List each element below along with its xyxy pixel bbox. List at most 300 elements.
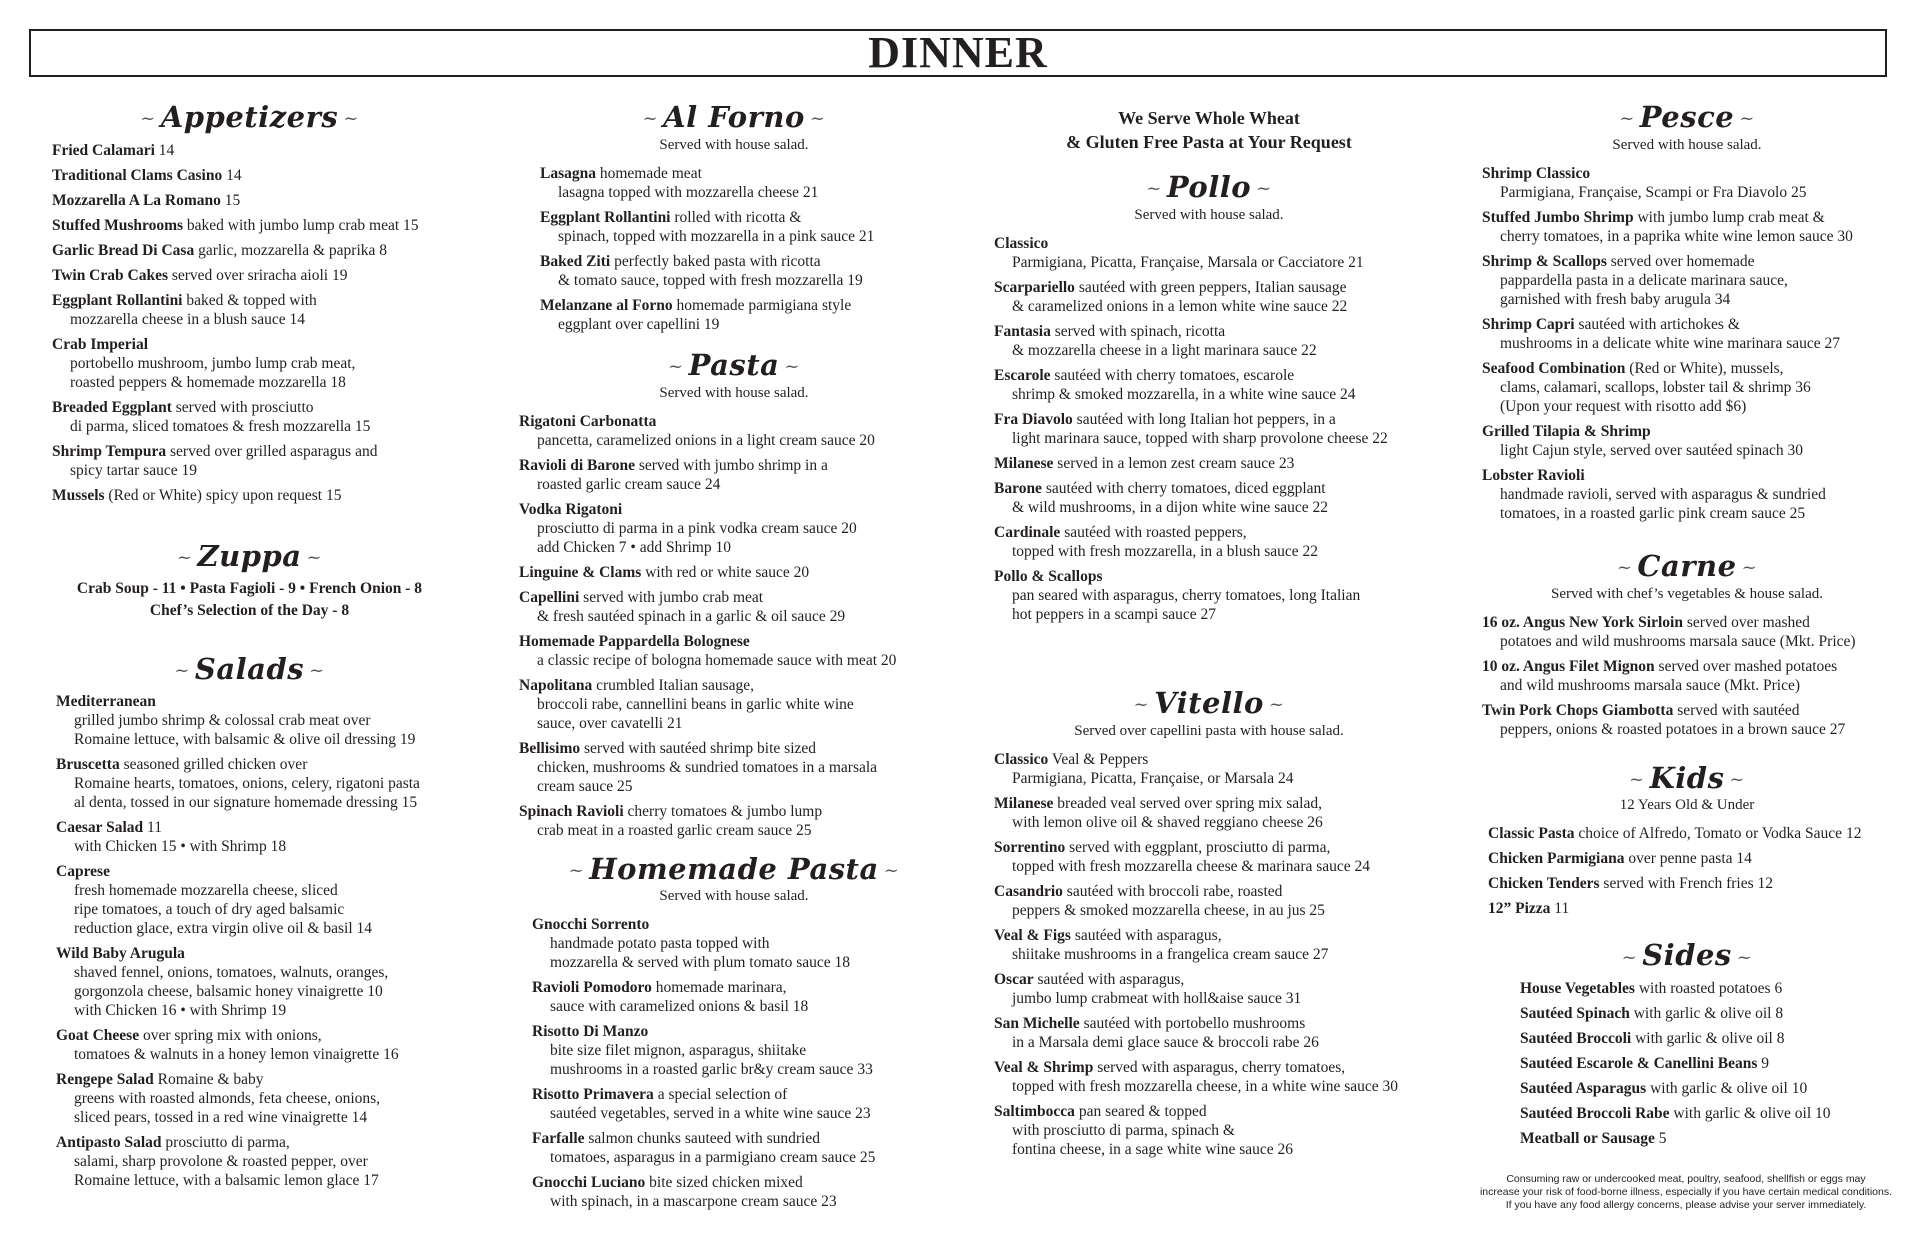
menu-item-name: Sautéed Spinach <box>1520 1005 1630 1023</box>
menu-item-desc: sautéed with artichokes & <box>1574 315 1740 333</box>
menu-item <box>519 412 949 450</box>
menu-item-desc-line: garnished with fresh baby arugula 34 <box>1500 290 1731 308</box>
menu-item-desc-line: peppers, onions & roasted potatoes in a brown sauce 27 <box>1500 720 1846 738</box>
menu-item-desc-line: shrimp & smoked mozzarella, in a white wine sauce 24 <box>1012 385 1356 403</box>
menu-item-desc-line: potatoes and wild mushrooms marsala sauce (Mkt. Price) <box>1500 632 1856 650</box>
menu-item-name: Oscar <box>994 970 1034 988</box>
menu-item <box>532 1173 949 1211</box>
menu-item <box>994 794 1424 832</box>
menu-item-desc: 5 <box>1654 1130 1667 1148</box>
menu-item <box>994 882 1424 920</box>
menu-item <box>1482 164 1892 202</box>
menu-item-desc: 11 <box>143 819 162 837</box>
menu-item-desc-line: & mozzarella cheese in a light marinara sauce 22 <box>1012 341 1317 359</box>
menu-item <box>540 252 949 290</box>
menu-item-desc-line: with Chicken 15 • with Shrimp 18 <box>74 838 287 856</box>
salads-title: ~ Salads ~ <box>52 652 447 687</box>
menu-item-desc: sautéed with roasted peppers, <box>1060 523 1247 541</box>
menu-item <box>1482 252 1892 309</box>
menu-item <box>519 632 949 670</box>
pasta-note: Served with house salad. <box>659 384 809 401</box>
menu-item-desc: 15 <box>220 191 241 209</box>
homemade-pasta-title: ~ Homemade Pasta ~ <box>519 852 949 887</box>
menu-item-name: Escarole <box>994 366 1051 384</box>
menu-item-name: Bellisimo <box>519 739 581 757</box>
menu-item-desc: sautéed with cherry tomatoes, escarole <box>1050 366 1295 384</box>
menu-item-desc-line: lasagna topped with mozzarella cheese 21 <box>558 183 819 201</box>
menu-item-desc-line: Parmigiana, Française, Scampi or Fra Diavolo 25 <box>1500 183 1807 201</box>
pollo-title: ~ Pollo ~ <box>994 170 1424 205</box>
menu-item <box>532 978 949 1016</box>
menu-item-desc-line: di parma, sliced tomatoes & fresh mozzarella 15 <box>70 417 371 435</box>
menu-item-name: Shrimp Classico <box>1482 164 1591 182</box>
menu-item-desc-line: & caramelized onions in a lemon white wine sauce 22 <box>1012 297 1348 315</box>
menu-item-name: Shrimp Capri <box>1482 315 1575 333</box>
sides-list <box>1482 979 1892 1148</box>
menu-item-name: Ravioli di Barone <box>519 456 635 474</box>
kids-title: ~ Kids ~ <box>1482 761 1892 796</box>
disclaimer-line-1: Consuming raw or undercooked meat, poultry, seafood, shellfish or eggs may <box>1506 1173 1866 1185</box>
menu-item <box>1482 657 1892 695</box>
menu-item-desc-line: topped with fresh mozzarella cheese, in a white wine sauce 30 <box>1012 1077 1399 1095</box>
homemade-pasta-note: Served with house salad. <box>659 888 809 905</box>
menu-item-name: Casandrio <box>994 882 1063 900</box>
menu-item <box>52 442 447 480</box>
menu-item <box>994 1014 1424 1052</box>
disclaimer-line-2: increase your risk of food-borne illness, especially if you have certain medical conditions. <box>1479 1186 1893 1198</box>
menu-item <box>52 216 447 235</box>
column-4 <box>1482 100 1892 1154</box>
menu-item <box>1482 208 1892 246</box>
menu-item-desc-line: bite size filet mignon, asparagus, shiitake <box>550 1042 807 1060</box>
menu-item-desc-line: topped with fresh mozzarella, in a blush sauce 22 <box>1012 542 1319 560</box>
pasta-list <box>519 412 949 840</box>
menu-item-desc: served with jumbo crab meat <box>579 588 764 606</box>
menu-item-desc-line: shaved fennel, onions, tomatoes, walnuts, oranges, <box>74 964 389 982</box>
pasta-note-banner <box>994 106 1424 154</box>
homemade-pasta-list <box>519 915 949 1211</box>
menu-item <box>52 398 447 436</box>
menu-item <box>1488 849 1892 868</box>
menu-item-desc: with garlic & olive oil 10 <box>1646 1080 1808 1098</box>
menu-item-desc: sautéed with asparagus, <box>1033 970 1185 988</box>
menu-item-name: Caprese <box>56 863 110 881</box>
menu-item-desc-line: spicy tartar sauce 19 <box>70 461 197 479</box>
menu-item-name: Scarpariello <box>994 278 1075 296</box>
menu-item-desc: with garlic & olive oil 8 <box>1629 1005 1784 1023</box>
menu-item-desc-line: add Chicken 7 • add Shrimp 10 <box>537 538 731 556</box>
menu-item-name: Sautéed Escarole & Canellini Beans <box>1520 1055 1758 1073</box>
menu-item-desc: with red or white sauce 20 <box>641 563 810 581</box>
menu-item-desc: sautéed with broccoli rabe, roasted <box>1062 882 1283 900</box>
menu-item-desc-line: sauce with caramelized onions & basil 18 <box>550 998 809 1016</box>
menu-item-desc-line: with lemon olive oil & shaved reggiano cheese 26 <box>1012 813 1323 831</box>
menu-item-desc-line: sliced pears, tossed in a red wine vinaigrette 14 <box>74 1109 368 1127</box>
menu-item-name: Sautéed Broccoli <box>1520 1030 1632 1048</box>
menu-item-desc: served over mashed <box>1682 613 1810 631</box>
menu-item-name: Breaded Eggplant <box>52 398 172 416</box>
menu-item <box>1482 613 1892 651</box>
menu-item-name: Sorrentino <box>994 838 1066 856</box>
menu-item <box>1520 1079 1892 1098</box>
menu-item-name: Lobster Ravioli <box>1482 466 1585 484</box>
menu-item-desc: garlic, mozzarella & paprika 8 <box>194 241 388 259</box>
menu-item-name: Crab Imperial <box>52 335 149 353</box>
menu-item-desc: served with eggplant, prosciutto di parma, <box>1065 838 1331 856</box>
menu-item-desc-line: pancetta, caramelized onions in a light cream sauce 20 <box>537 431 875 449</box>
pollo-list <box>994 234 1424 624</box>
menu-item-name: Fantasia <box>994 322 1051 340</box>
menu-item <box>1482 466 1892 523</box>
menu-item-desc-line: & fresh sautéed spinach in a garlic & oil sauce 29 <box>537 607 846 625</box>
menu-item-name: Seafood Combination <box>1482 359 1626 377</box>
menu-item-name: Fried Calamari <box>52 141 155 159</box>
menu-item-desc-line: portobello mushroom, jumbo lump crab meat, <box>70 354 356 372</box>
menu-item <box>1482 315 1892 353</box>
menu-item-desc: served with French fries 12 <box>1599 875 1774 893</box>
menu-item-name: Shrimp Tempura <box>52 442 167 460</box>
menu-item-name: Veal & Figs <box>994 926 1071 944</box>
menu-item-desc: choice of Alfredo, Tomato or Vodka Sauce 12 <box>1574 825 1862 843</box>
menu-item-name: Linguine & Clams <box>519 563 642 581</box>
appetizers-title: ~ Appetizers ~ <box>52 100 447 135</box>
menu-item-desc-line: al denta, tossed in our signature homemade dressing 15 <box>74 794 418 812</box>
page-title: DINNER <box>868 28 1048 77</box>
menu-item <box>532 1129 949 1167</box>
menu-item-desc-line: Romaine lettuce, with balsamic & olive oil dressing 19 <box>74 731 416 749</box>
menu-item-name: Milanese <box>994 794 1054 812</box>
menu-item-desc-line: tomatoes, in a roasted garlic pink cream sauce 25 <box>1500 504 1806 522</box>
menu-item-desc-line: reduction glace, extra virgin olive oil & basil 14 <box>74 920 373 938</box>
menu-item <box>994 838 1424 876</box>
al-forno-list <box>519 164 949 334</box>
menu-item <box>56 1133 447 1190</box>
zuppa-title: ~ Zuppa ~ <box>52 539 447 574</box>
menu-item <box>519 739 949 796</box>
menu-item <box>1482 359 1892 416</box>
menu-item-desc-line: & tomato sauce, topped with fresh mozzarella 19 <box>558 271 863 289</box>
menu-item-desc-line: greens with roasted almonds, feta cheese, onions, <box>74 1090 381 1108</box>
menu-item <box>994 1102 1424 1159</box>
menu-item <box>540 208 949 246</box>
kids-list <box>1482 824 1892 918</box>
menu-item-desc-line: sauce, over cavatelli 21 <box>537 714 683 732</box>
pesce-note: Served with house salad. <box>1612 136 1762 153</box>
carne-list <box>1482 613 1892 739</box>
menu-item-name: Baked Ziti <box>540 252 611 270</box>
menu-item-desc-line: prosciutto di parma in a pink vodka cream sauce 20 <box>537 519 857 537</box>
menu-item-name: Homemade Pappardella Bolognese <box>519 632 750 650</box>
column-3 <box>994 100 1424 1165</box>
menu-item-desc: served over grilled asparagus and <box>166 442 378 460</box>
menu-item-desc-line: light Cajun style, served over sautéed spinach 30 <box>1500 441 1804 459</box>
menu-item-name: Barone <box>994 479 1042 497</box>
menu-item-desc: homemade meat <box>596 164 702 182</box>
menu-item-name: Grilled Tilapia & Shrimp <box>1482 422 1651 440</box>
menu-item-desc-line: Romaine lettuce, with a balsamic lemon glace 17 <box>74 1172 379 1190</box>
menu-item <box>52 141 447 160</box>
menu-item <box>52 335 447 392</box>
menu-item <box>1520 1029 1892 1048</box>
menu-item <box>52 166 447 185</box>
menu-item <box>52 486 447 505</box>
menu-item-name: Risotto Primavera <box>532 1086 654 1104</box>
menu-item <box>519 802 949 840</box>
menu-item <box>56 818 447 856</box>
menu-item-desc: 9 <box>1757 1055 1770 1073</box>
menu-item <box>1520 1054 1892 1073</box>
menu-item-name: Classic Pasta <box>1488 825 1575 843</box>
vitello-list <box>994 750 1424 1159</box>
menu-item <box>994 234 1424 272</box>
column-2 <box>519 100 949 1217</box>
menu-item-name: Pollo & Scallops <box>994 567 1103 585</box>
menu-item <box>1520 1104 1892 1123</box>
menu-item-name: Mozzarella A La Romano <box>52 191 221 209</box>
menu-item-desc: served with prosciutto <box>171 398 314 416</box>
menu-item-desc-line: cherry tomatoes, in a paprika white wine lemon sauce 30 <box>1500 227 1853 245</box>
menu-item <box>994 454 1424 473</box>
menu-item <box>994 567 1424 624</box>
menu-item-desc: salmon chunks sauteed with sundried <box>584 1130 820 1148</box>
menu-item-desc: served with jumbo shrimp in a <box>634 456 828 474</box>
menu-item-desc-line: peppers & smoked mozzarella cheese, in au jus 25 <box>1012 901 1325 919</box>
menu-item-name: Spinach Ravioli <box>519 802 624 820</box>
menu-item <box>56 755 447 812</box>
menu-item-desc-line: chicken, mushrooms & sundried tomatoes in a marsala <box>537 758 878 776</box>
menu-item-name: Eggplant Rollantini <box>540 208 671 226</box>
menu-item-desc-line: crab meat in a roasted garlic cream sauce 25 <box>537 821 812 839</box>
menu-item-name: Classico <box>994 750 1049 768</box>
menu-item-name: Saltimbocca <box>994 1102 1075 1120</box>
pasta-title: ~ Pasta ~ <box>519 348 949 383</box>
menu-item <box>1482 701 1892 739</box>
menu-item-name: Lasagna <box>540 164 596 182</box>
menu-item-desc: sautéed with cherry tomatoes, diced eggplant <box>1041 479 1326 497</box>
menu-item-desc-line: fresh homemade mozzarella cheese, sliced <box>74 882 338 900</box>
menu-item-name: Capellini <box>519 588 580 606</box>
menu-item-name: Milanese <box>994 454 1054 472</box>
menu-item-desc: Romaine & baby <box>153 1071 264 1089</box>
menu-item-name: Sautéed Asparagus <box>1520 1080 1647 1098</box>
menu-item <box>994 523 1424 561</box>
menu-item-desc: sautéed with long Italian hot peppers, in a <box>1072 410 1336 428</box>
pasta-note-line-2: & Gluten Free Pasta at Your Request <box>1066 132 1352 152</box>
menu-item-desc: sautéed with portobello mushrooms <box>1079 1014 1306 1032</box>
pasta-note-line-1: We Serve Whole Wheat <box>1118 108 1300 128</box>
al-forno-note: Served with house salad. <box>659 136 809 153</box>
menu-item <box>519 456 949 494</box>
menu-item-name: Gnocchi Sorrento <box>532 916 650 934</box>
menu-item <box>994 479 1424 517</box>
menu-item-desc-line: pappardella pasta in a delicate marinara sauce, <box>1500 271 1788 289</box>
column-1 <box>52 100 447 1196</box>
menu-item-desc: over penne pasta 14 <box>1624 850 1752 868</box>
menu-item-name: 12” Pizza <box>1488 900 1551 918</box>
menu-item-desc: baked & topped with <box>182 291 317 309</box>
menu-item-name: Gnocchi Luciano <box>532 1174 646 1192</box>
menu-item-name: Caesar Salad <box>56 819 144 837</box>
menu-item-desc-line: fontina cheese, in a sage white wine sauce 26 <box>1012 1140 1294 1158</box>
menu-item-desc: 14 <box>154 141 175 159</box>
menu-item-name: Mussels <box>52 486 105 504</box>
menu-item <box>532 1022 949 1079</box>
menu-item <box>532 1085 949 1123</box>
menu-item-desc: served over mashed potatoes <box>1654 657 1838 675</box>
menu-item-desc-line: pan seared with asparagus, cherry tomatoes, long Italian <box>1012 586 1361 604</box>
menu-item-desc-line: with Chicken 16 • with Shrimp 19 <box>74 1002 287 1020</box>
carne-title: ~ Carne ~ <box>1482 549 1892 584</box>
menu-item-desc: served with sautéed shrimp bite sized <box>580 739 817 757</box>
menu-item-desc: 11 <box>1550 900 1570 918</box>
menu-item-desc: a special selection of <box>653 1086 788 1104</box>
menu-item-desc-line: Romaine hearts, tomatoes, onions, celery, rigatoni pasta <box>74 775 420 793</box>
menu-item <box>994 366 1424 404</box>
menu-item-name: Mediterranean <box>56 693 156 711</box>
menu-item <box>52 241 447 260</box>
vitello-title: ~ Vitello ~ <box>994 686 1424 721</box>
menu-item-desc-line: a classic recipe of bologna homemade sauce with meat 20 <box>537 651 897 669</box>
salads-list <box>52 692 447 1190</box>
menu-item <box>519 676 949 733</box>
menu-item-name: Fra Diavolo <box>994 410 1073 428</box>
menu-item-desc: cherry tomatoes & jumbo lump <box>623 802 823 820</box>
menu-item-desc-line: & wild mushrooms, in a dijon white wine sauce 22 <box>1012 498 1328 516</box>
menu-item-desc-line: spinach, topped with mozzarella in a pink sauce 21 <box>558 227 875 245</box>
menu-item-desc: (Red or White) spicy upon request 15 <box>104 486 342 504</box>
menu-item-name: Chicken Tenders <box>1488 875 1600 893</box>
menu-item <box>519 588 949 626</box>
menu-item-desc: with garlic & olive oil 10 <box>1669 1105 1831 1123</box>
menu-item-desc: served with sautéed <box>1673 701 1800 719</box>
menu-item-name: Chicken Parmigiana <box>1488 850 1625 868</box>
menu-item <box>994 410 1424 448</box>
menu-item-desc-line: broccoli rabe, cannellini beans in garlic white wine <box>537 695 854 713</box>
menu-item-desc: seasoned grilled chicken over <box>119 756 308 774</box>
menu-item <box>1488 899 1892 918</box>
menu-item-desc: baked with jumbo lump crab meat 15 <box>183 216 419 234</box>
menu-item-name: Risotto Di Manzo <box>532 1023 649 1041</box>
menu-item-desc-line: roasted garlic cream sauce 24 <box>537 475 721 493</box>
menu-item <box>1482 422 1892 460</box>
menu-item-name: Antipasto Salad <box>56 1134 162 1152</box>
menu-item <box>994 322 1424 360</box>
menu-item <box>1520 1004 1892 1023</box>
menu-item-name: Stuffed Jumbo Shrimp <box>1482 208 1634 226</box>
menu-item-desc-line: light marinara sauce, topped with sharp provolone cheese 22 <box>1012 429 1388 447</box>
menu-item-desc-line: hot peppers in a scampi sauce 27 <box>1012 605 1217 623</box>
menu-item-desc: rolled with ricotta & <box>670 208 802 226</box>
menu-item <box>56 692 447 749</box>
menu-item-desc: sautéed with green peppers, Italian sausage <box>1074 278 1347 296</box>
menu-item-name: Twin Crab Cakes <box>52 266 168 284</box>
pesce-list <box>1482 164 1892 523</box>
menu-item-desc: with jumbo lump crab meat & <box>1633 208 1825 226</box>
menu-item-desc: served with asparagus, cherry tomatoes, <box>1093 1058 1346 1076</box>
menu-item-desc: served over homemade <box>1606 252 1755 270</box>
menu-item <box>532 915 949 972</box>
menu-item-name: Goat Cheese <box>56 1027 140 1045</box>
menu-item-name: Shrimp & Scallops <box>1482 252 1607 270</box>
menu-item <box>56 862 447 938</box>
menu-item-desc-line: with prosciutto di parma, spinach & <box>1012 1121 1235 1139</box>
menu-item <box>994 970 1424 1008</box>
menu-item-name: Garlic Bread Di Casa <box>52 241 195 259</box>
menu-item <box>994 926 1424 964</box>
menu-item-desc-line: handmade ravioli, served with asparagus & sundried <box>1500 485 1826 503</box>
menu-item-desc-line: mushrooms in a roasted garlic br&y cream sauce 33 <box>550 1061 873 1079</box>
menu-item-desc: breaded veal served over spring mix salad, <box>1053 794 1322 812</box>
menu-item-name: Classico <box>994 234 1049 252</box>
menu-item-desc-line: mozzarella & served with plum tomato sauce 18 <box>550 954 851 972</box>
menu-item-desc-line: sautéed vegetables, served in a white wine sauce 23 <box>550 1105 871 1123</box>
menu-item-desc: 14 <box>222 166 242 184</box>
menu-item-desc-line: with spinach, in a mascarpone cream sauce 23 <box>550 1193 837 1211</box>
menu-item-name: Napolitana <box>519 676 593 694</box>
menu-item-name: Stuffed Mushrooms <box>52 216 184 234</box>
menu-item-desc-line: in a Marsala demi glace sauce & broccoli rabe 26 <box>1012 1033 1319 1051</box>
menu-item-desc: pan seared & topped <box>1074 1102 1207 1120</box>
menu-item-name: Melanzane al Forno <box>540 296 673 314</box>
menu-item-desc: (Red or White), mussels, <box>1625 359 1784 377</box>
menu-item-name: Cardinale <box>994 523 1061 541</box>
menu-item <box>56 944 447 1020</box>
kids-note: 12 Years Old & Under <box>1619 797 1755 814</box>
menu-item-desc: served over sriracha aioli 19 <box>167 266 348 284</box>
menu-item-desc-line: (Upon your request with risotto add $6) <box>1500 397 1747 415</box>
menu-item-desc-line: roasted peppers & homemade mozzarella 18 <box>70 373 346 391</box>
menu-item-desc-line: ripe tomatoes, a touch of dry aged balsamic <box>74 901 345 919</box>
menu-item-name: 10 oz. Angus Filet Mignon <box>1482 657 1655 675</box>
menu-item-name: Eggplant Rollantini <box>52 291 183 309</box>
menu-item <box>994 1058 1424 1096</box>
menu-item-desc-line: mushrooms in a delicate white wine marinara sauce 27 <box>1500 334 1841 352</box>
pollo-note: Served with house salad. <box>1134 206 1284 223</box>
menu-item <box>519 563 949 582</box>
menu-item-desc: crumbled Italian sausage, <box>592 676 755 694</box>
menu-item <box>540 296 949 334</box>
sides-title: ~ Sides ~ <box>1482 938 1892 973</box>
menu-item-desc-line: salami, sharp provolone & roasted pepper, over <box>74 1153 368 1171</box>
zuppa-line-1: Crab Soup - 11 • Pasta Fagioli - 9 • French Onion - 8 <box>76 579 423 597</box>
menu-item-desc: homemade parmigiana style <box>672 296 852 314</box>
menu-item-name: San Michelle <box>994 1014 1080 1032</box>
menu-item-desc-line: tomatoes & walnuts in a honey lemon vinaigrette 16 <box>74 1046 399 1064</box>
menu-item-name: Meatball or Sausage <box>1520 1130 1655 1148</box>
menu-item-name: Farfalle <box>532 1130 585 1148</box>
menu-item-desc: perfectly baked pasta with ricotta <box>610 252 821 270</box>
menu-item <box>56 1070 447 1127</box>
menu-item-desc: homemade marinara, <box>651 979 787 997</box>
menu-item <box>994 750 1424 788</box>
menu-item <box>1488 824 1892 843</box>
menu-item-desc-line: Parmigiana, Picatta, Française, Marsala or Cacciatore 21 <box>1012 253 1364 271</box>
menu-item-name: Sautéed Broccoli Rabe <box>1520 1105 1670 1123</box>
menu-item-name: House Vegetables <box>1520 980 1635 998</box>
menu-item <box>994 278 1424 316</box>
disclaimer-line-3: If you have any food allergy concerns, please advise your server immediately. <box>1505 1199 1867 1211</box>
menu-item <box>1520 979 1892 998</box>
vitello-note: Served over capellini pasta with house salad. <box>1074 722 1344 739</box>
menu-item-desc-line: grilled jumbo shrimp & colossal crab meat over <box>74 712 371 730</box>
menu-item <box>540 164 949 202</box>
menu-item <box>1488 874 1892 893</box>
menu-item-desc: prosciutto di parma, <box>161 1134 290 1152</box>
menu-item-name: Rengepe Salad <box>56 1071 154 1089</box>
menu-item-desc: served in a lemon zest cream sauce 23 <box>1053 454 1295 472</box>
zuppa-line-2: Chef’s Selection of the Day - 8 <box>149 601 350 619</box>
menu-item-desc: with roasted potatoes 6 <box>1634 980 1783 998</box>
